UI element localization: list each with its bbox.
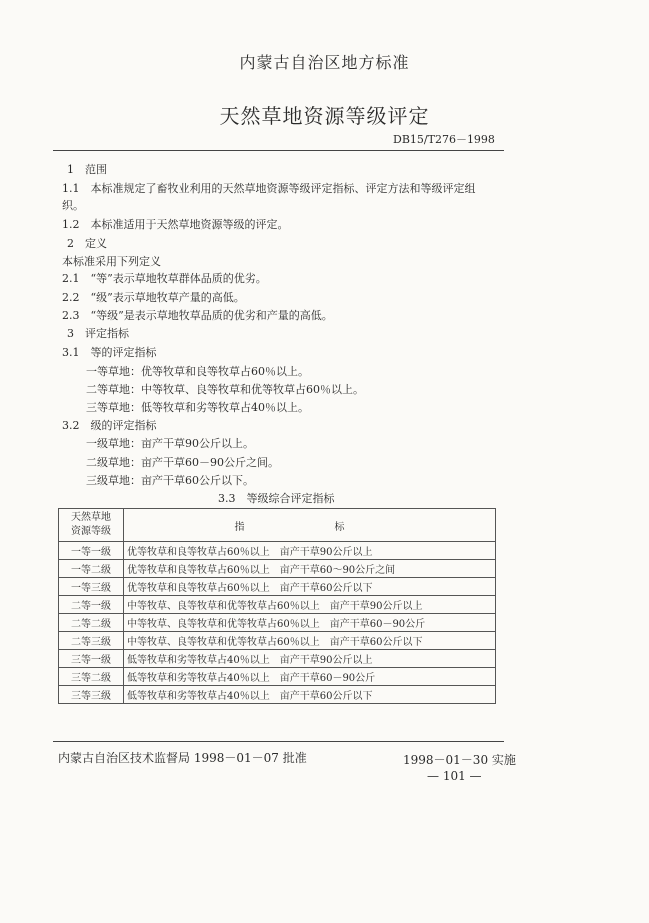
section-2-heading: 2 定义 xyxy=(67,237,107,250)
row-grade: 二等一级 xyxy=(59,596,124,614)
row-grade: 一等三级 xyxy=(59,578,124,596)
table-row xyxy=(59,614,496,632)
agency-title: 内蒙古自治区地方标准 xyxy=(239,53,410,72)
row-indicator: 优等牧草和良等牧草占60％以上 亩产干草60公斤以下 xyxy=(124,578,496,596)
table-row xyxy=(59,632,496,650)
row-indicator: 中等牧草、良等牧草和优等牧草占60％以上 亩产干草60公斤以下 xyxy=(124,632,496,650)
row-grade: 一等一级 xyxy=(59,542,124,560)
section-2-2: 2.2 “级”表示草地牧草产量的高低。 xyxy=(62,291,245,304)
section-3-heading: 3 评定指标 xyxy=(67,327,129,340)
row-grade: 三等一级 xyxy=(59,650,124,668)
table-header-grade xyxy=(59,509,124,542)
table-row xyxy=(59,596,496,614)
header-divider xyxy=(53,150,504,151)
section-1-heading: 1 范围 xyxy=(67,163,107,176)
level-1-criterion: 一级草地：亩产干草90公斤以上。 xyxy=(86,437,254,450)
row-indicator: 优等牧草和良等牧草占60％以上 亩产干草90公斤以上 xyxy=(124,542,496,560)
footer-divider xyxy=(53,741,504,742)
grade-criteria-table xyxy=(58,508,496,704)
effective-date: 1998－01－30 实施 xyxy=(403,753,516,767)
row-grade: 二等二级 xyxy=(59,614,124,632)
table-header-row xyxy=(59,509,496,542)
table-row xyxy=(59,686,496,704)
document-title: 天然草地资源等级评定 xyxy=(219,104,430,128)
row-grade: 三等二级 xyxy=(59,668,124,686)
section-1-2: 1.2 本标准适用于天然草地资源等级的评定。 xyxy=(62,218,289,231)
level-2-criterion: 二级草地：亩产干草60－90公斤之间。 xyxy=(86,456,279,469)
row-indicator: 优等牧草和良等牧草占60％以上 亩产干草60～90公斤之间 xyxy=(124,560,496,578)
grade-1-criterion: 一等草地：优等牧草和良等牧草占60％以上。 xyxy=(86,365,309,378)
approval-line: 内蒙古自治区技术监督局 1998－01－07 批准 xyxy=(58,751,307,765)
row-indicator: 中等牧草、良等牧草和优等牧草占60％以上 亩产干草90公斤以上 xyxy=(124,596,496,614)
grade-3-criterion: 三等草地：低等牧草和劣等牧草占40％以上。 xyxy=(86,401,309,414)
section-2-3: 2.3 “等级”是表示草地牧草品质的优劣和产量的高低。 xyxy=(62,309,333,322)
section-2-1: 2.1 “等”表示草地牧草群体品质的优劣。 xyxy=(62,272,267,285)
table-header-grade-line1: 天然草地 xyxy=(71,512,111,523)
table-header-indicator: 指 标 xyxy=(124,509,496,542)
section-3-3-caption: 3.3 等级综合评定指标 xyxy=(218,492,335,505)
section-2-intro: 本标准采用下列定义 xyxy=(62,255,161,268)
table-row xyxy=(59,560,496,578)
section-1-1: 1.1 本标准规定了畜牧业利用的天然草地资源等级评定指标、评定方法和等级评定组 xyxy=(62,182,476,195)
table-header-grade-line2: 资源等级 xyxy=(71,526,111,537)
row-indicator: 低等牧草和劣等牧草占40％以上 亩产干草90公斤以上 xyxy=(124,650,496,668)
row-grade: 二等三级 xyxy=(59,632,124,650)
table-row xyxy=(59,650,496,668)
standard-number: DB15/T276－1998 xyxy=(393,133,495,146)
table-row xyxy=(59,578,496,596)
table-row xyxy=(59,542,496,560)
level-3-criterion: 三级草地：亩产干草60公斤以下。 xyxy=(86,474,254,487)
row-indicator: 低等牧草和劣等牧草占40％以上 亩产干草60公斤以下 xyxy=(124,686,496,704)
grade-2-criterion: 二等草地：中等牧草、良等牧草和优等牧草占60％以上。 xyxy=(86,383,364,396)
row-indicator: 低等牧草和劣等牧草占40％以上 亩产干草60－90公斤 xyxy=(124,668,496,686)
row-grade: 三等三级 xyxy=(59,686,124,704)
section-1-1-cont: 织。 xyxy=(62,199,84,212)
section-3-2: 3.2 级的评定指标 xyxy=(62,419,157,432)
row-grade: 一等二级 xyxy=(59,560,124,578)
row-indicator: 中等牧草、良等牧草和优等牧草占60％以上 亩产干草60－90公斤 xyxy=(124,614,496,632)
section-3-1: 3.1 等的评定指标 xyxy=(62,346,157,359)
table-row xyxy=(59,668,496,686)
page-number: — 101 — xyxy=(427,769,482,783)
